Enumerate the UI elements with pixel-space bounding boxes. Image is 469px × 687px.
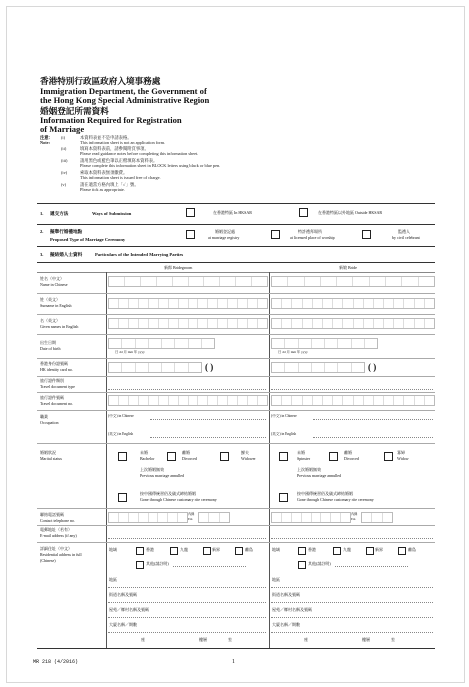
ceremony-worship-en: at licensed place of worship: [290, 235, 335, 240]
bride-travel-doc-no-field[interactable]: [271, 395, 435, 406]
bride-travel-doc-type-line[interactable]: [271, 389, 433, 390]
bride-name-zh-field[interactable]: [271, 276, 435, 287]
bride-given-names-field[interactable]: [271, 318, 435, 329]
groom-hkid-check-digit: ( ): [205, 362, 214, 372]
groom-widower-zh: 鰥夫: [241, 450, 249, 455]
address-label-en: Residential address in full: [40, 552, 82, 557]
divider: [37, 443, 435, 444]
groom-email-line[interactable]: [108, 538, 266, 539]
groom-street-line[interactable]: [108, 602, 266, 603]
surname-label-en: Surname in English: [40, 303, 72, 308]
hkid-label-en: HK identity card no.: [40, 367, 73, 372]
groom-occupation-en-line[interactable]: [150, 437, 266, 438]
note-en: Please complete this information sheet in BLOCK letters using black or blue pen.: [80, 163, 221, 168]
subtitle-en-1: Information Required for Registration: [40, 115, 182, 125]
groom-nt-checkbox[interactable]: [203, 547, 211, 555]
groom-divorced-zh: 離婚: [182, 450, 190, 455]
section-2-title-zh: 擬舉行婚禮地點: [50, 229, 83, 234]
occupation-label: 職業: [40, 414, 48, 419]
divider: [37, 358, 435, 359]
groom-hkid-field[interactable]: [108, 362, 202, 373]
note-mark: (iv): [61, 170, 68, 175]
ceremony-registry-zh: 婚姻登記處: [215, 229, 235, 234]
bride-others-line[interactable]: [335, 566, 408, 567]
dob-label-en: Date of birth: [40, 346, 61, 351]
divider: [37, 525, 435, 526]
divider: [37, 314, 435, 315]
divider: [37, 542, 435, 543]
name-zh-label-en: Name in Chinese: [40, 282, 68, 287]
bride-building-line[interactable]: [271, 632, 433, 633]
title-zh: 香港特別行政區政府入境事務處: [40, 76, 161, 86]
groom-bachelor-zh: 未婚: [140, 450, 148, 455]
email-label-en: E-mail address (if any): [40, 533, 77, 538]
bride-dob-field[interactable]: [271, 338, 378, 349]
given-names-label-en: Given names in English: [40, 324, 79, 329]
note-en: Please read guidance notes before completing this information sheet.: [80, 151, 199, 156]
bride-floor-label: 樓層: [362, 637, 370, 642]
tel-label-en: Contact telephone no.: [40, 518, 75, 523]
divider: [37, 272, 435, 273]
bride-nt-checkbox[interactable]: [366, 547, 374, 555]
ceremony-celebrant-en: by civil celebrant: [392, 235, 420, 240]
groom-bachelor-checkbox[interactable]: [118, 452, 127, 461]
groom-street-label: 街道名稱及號碼: [109, 592, 137, 597]
groom-customary-checkbox[interactable]: [118, 493, 127, 502]
bride-estate-label: 屋苑／鄉村名稱及號碼: [272, 607, 312, 612]
bride-divorced-checkbox[interactable]: [329, 452, 338, 461]
bride-dob-hint: 日 dd 月 mm 年 yyyy: [278, 350, 308, 354]
bride-annulled-zh: 上次婚姻無效: [297, 467, 321, 472]
bride-nt-label: 新界: [375, 547, 383, 552]
note-label-en: Note:: [40, 140, 51, 145]
groom-customary-zh: 按中國傳統習俗及儀式締結婚姻: [140, 491, 196, 496]
bride-customary-checkbox[interactable]: [279, 493, 288, 502]
note-mark: (iii): [61, 158, 68, 163]
travel-doc-no-label-en: Travel document no.: [40, 401, 74, 406]
bride-email-line[interactable]: [271, 538, 433, 539]
bride-customary-en: Gone through Chinese customary rite ceremony: [297, 497, 374, 502]
note-mark: (v): [61, 182, 67, 187]
groom-widower-checkbox[interactable]: [220, 452, 229, 461]
bride-hk-label: 香港: [308, 547, 316, 552]
bride-surname-field[interactable]: [271, 298, 435, 309]
section-1-num: 1.: [40, 211, 44, 216]
note-mark: (i): [61, 135, 66, 140]
bride-occupation-zh-label: (中文) in Chinese: [271, 414, 297, 418]
occupation-label-en: Occupation: [40, 420, 59, 425]
divider: [37, 648, 435, 649]
bride-spinster-checkbox[interactable]: [279, 452, 288, 461]
groom-travel-doc-type-line[interactable]: [108, 389, 266, 390]
bride-hk-checkbox[interactable]: [298, 547, 306, 555]
surname-label: 姓（英文）: [40, 297, 60, 302]
divider: [37, 262, 435, 263]
bride-ext-en: Ext.: [351, 517, 357, 521]
bride-occupation-en-line[interactable]: [313, 437, 433, 438]
groom-surname-field[interactable]: [108, 298, 268, 309]
note-mark: (ii): [61, 146, 67, 151]
groom-others-label: 其他(請註明): [146, 561, 169, 566]
bride-district-line[interactable]: [271, 587, 433, 588]
groom-district-label: 地區: [109, 577, 117, 582]
groom-others-line[interactable]: [173, 566, 246, 567]
section-3-num: 3.: [40, 252, 44, 257]
divider: [37, 293, 435, 294]
bride-block-label: 座: [304, 637, 308, 642]
divider: [37, 392, 435, 393]
bride-building-label: 大廈名稱／期數: [272, 622, 300, 627]
bride-tel-field[interactable]: [271, 512, 351, 523]
groom-ext-field[interactable]: [198, 512, 230, 523]
ceremony-celebrant-checkbox[interactable]: [362, 230, 371, 239]
ceremony-registry-checkbox[interactable]: [186, 230, 195, 239]
bride-islands-label: 離島: [408, 547, 416, 552]
groom-estate-label: 屋苑／鄉村名稱及號碼: [109, 607, 149, 612]
divider: [37, 334, 435, 335]
note-zh: 索取本資料表無須繳費。: [80, 170, 128, 175]
bride-widow-zh: 寡婦: [397, 450, 405, 455]
bride-ext-zh: 內線: [351, 512, 358, 516]
bride-region-label: 地域: [272, 547, 280, 552]
groom-ext-zh: 內線: [188, 512, 195, 516]
page-number: 1: [232, 659, 235, 665]
column-separator: [106, 272, 107, 648]
bride-hkid-check-digit: ( ): [368, 362, 377, 372]
bride-street-line[interactable]: [271, 602, 433, 603]
ceremony-registry-en: at marriage registry: [208, 235, 240, 240]
bride-district-label: 地區: [272, 577, 280, 582]
bride-divorced-en: Divorced: [344, 456, 359, 461]
bride-divorced-zh: 離婚: [344, 450, 352, 455]
groom-islands-label: 離島: [245, 547, 253, 552]
groom-floor-label: 樓層: [199, 637, 207, 642]
note-zh: 請用黑色或藍色筆以正楷填寫本資料表。: [80, 158, 158, 163]
note-zh: 填寫本資料表前，請參閱附頁事項。: [80, 146, 149, 151]
divider: [37, 224, 435, 225]
groom-building-line[interactable]: [108, 632, 266, 633]
bride-kln-label: 九龍: [343, 547, 351, 552]
bride-spinster-zh: 未婚: [297, 450, 305, 455]
groom-widower-en: Widower: [241, 456, 256, 461]
groom-occupation-zh-label: (中文) in Chinese: [108, 414, 134, 418]
divider: [37, 246, 435, 247]
divider: [37, 376, 435, 377]
travel-doc-no-label: 旅行證件號碼: [40, 395, 64, 400]
groom-dob-hint: 日 dd 月 mm 年 yyyy: [115, 350, 145, 354]
divider: [37, 203, 435, 204]
bride-occupation-zh-line[interactable]: [313, 419, 433, 420]
marital-status-label-en: Marital status: [40, 456, 62, 461]
dob-label: 出生日期: [40, 340, 56, 345]
groom-divorced-checkbox[interactable]: [167, 452, 176, 461]
section-1-title-zh: 遞交方法: [50, 211, 69, 216]
note-label-zh: 注意：: [40, 135, 53, 140]
section-2-num: 2.: [40, 229, 44, 234]
bride-kln-checkbox[interactable]: [333, 547, 341, 555]
note-en: Please tick as appropriate.: [80, 187, 125, 192]
groom-islands-checkbox[interactable]: [235, 547, 243, 555]
bride-street-label: 街道名稱及號碼: [272, 592, 300, 597]
section-3-title-zh: 擬結婚人士資料: [50, 252, 83, 257]
divider: [37, 410, 435, 411]
bride-flat-label: 室: [391, 637, 395, 642]
groom-dob-field[interactable]: [108, 338, 215, 349]
note-en: This information sheet is issued free of charge.: [80, 175, 161, 180]
groom-hk-checkbox[interactable]: [136, 547, 144, 555]
groom-others-checkbox[interactable]: [136, 561, 144, 569]
groom-occupation-zh-line[interactable]: [150, 419, 266, 420]
note-zh: 本資料表並不是申請表格。: [80, 135, 132, 140]
groom-name-zh-field[interactable]: [108, 276, 268, 287]
section-1-title-en: Ways of Submission: [92, 211, 132, 216]
groom-ext-en: Ext.: [188, 517, 194, 521]
ceremony-worship-checkbox[interactable]: [271, 230, 280, 239]
groom-hk-label: 香港: [146, 547, 154, 552]
bride-header: 新娘 Bride: [339, 265, 357, 270]
email-label: 電郵地址（若有）: [40, 527, 72, 532]
bride-others-label: 其他(請註明): [308, 561, 331, 566]
groom-bachelor-en: Bachelor: [140, 456, 155, 461]
note-en: This information sheet is not an application form.: [80, 140, 166, 145]
travel-doc-type-label: 旅行證件類別: [40, 378, 64, 383]
groom-nt-label: 新界: [212, 547, 220, 552]
groom-occupation-en-label: (英文) in English: [108, 432, 134, 436]
bride-hkid-field[interactable]: [271, 362, 365, 373]
tel-label: 聯絡電話號碼: [40, 512, 64, 517]
groom-region-label: 地域: [109, 547, 117, 552]
subtitle-zh: 婚姻登記所需資料: [40, 106, 109, 116]
bride-others-checkbox[interactable]: [298, 561, 306, 569]
groom-header: 新郎 Bridegroom: [164, 265, 193, 270]
ceremony-celebrant-zh: 監禮人: [398, 229, 410, 234]
column-separator: [269, 272, 270, 648]
title-en-2: the Hong Kong Special Administrative Region: [40, 95, 210, 105]
travel-doc-type-label-en: Travel document type: [40, 384, 75, 389]
hkid-label: 香港身份證號碼: [40, 361, 68, 366]
bride-islands-checkbox[interactable]: [398, 547, 406, 555]
ceremony-worship-zh: 特許禮拜場所: [298, 229, 322, 234]
note-zh: 請在適當方格內填上「✓」號。: [80, 182, 139, 187]
groom-district-line[interactable]: [108, 587, 266, 588]
subtitle-en-2: of Marriage: [40, 124, 85, 134]
bride-widow-en: Widow: [397, 456, 409, 461]
name-zh-label: 姓名（中文）: [40, 276, 64, 281]
bride-spinster-en: Spinster: [297, 456, 311, 461]
submission-hksar-checkbox[interactable]: [186, 208, 195, 217]
submission-outside-checkbox[interactable]: [299, 208, 308, 217]
given-names-label: 名（英文）: [40, 318, 60, 323]
groom-tel-field[interactable]: [108, 512, 188, 523]
address-label-en-2: (Chinese): [40, 558, 56, 563]
groom-kln-label: 九龍: [180, 547, 188, 552]
title-en-1: Immigration Department, the Government of: [40, 86, 207, 96]
bride-estate-line[interactable]: [271, 617, 433, 618]
groom-flat-label: 室: [228, 637, 232, 642]
section-2-title-en: Proposed Type of Marriage Ceremony: [50, 237, 126, 242]
groom-annulled-en: Previous marriage annulled: [140, 473, 184, 478]
divider: [37, 508, 435, 509]
address-label: 詳細住址（中文）: [40, 546, 72, 551]
bride-occupation-en-label: (英文) in English: [271, 432, 297, 436]
groom-divorced-en: Divorced: [182, 456, 197, 461]
form-number: MR 218 (4/2016): [33, 659, 79, 665]
groom-block-label: 座: [141, 637, 145, 642]
groom-building-label: 大廈名稱／期數: [109, 622, 137, 627]
submission-outside-label: 在香港特區以外地區 Outside HKSAR: [318, 210, 383, 215]
groom-travel-doc-no-field[interactable]: [108, 395, 268, 406]
submission-hksar-label: 在香港特區 In HKSAR: [213, 210, 252, 215]
groom-kln-checkbox[interactable]: [170, 547, 178, 555]
groom-estate-line[interactable]: [108, 617, 266, 618]
bride-ext-field[interactable]: [361, 512, 393, 523]
bride-customary-zh: 按中國傳統習俗及儀式締結婚姻: [297, 491, 353, 496]
marital-status-label: 婚姻狀況: [40, 450, 56, 455]
groom-annulled-zh: 上次婚姻無效: [140, 467, 164, 472]
groom-given-names-field[interactable]: [108, 318, 268, 329]
section-3-title-en: Particulars of the Intended Marrying Parties: [95, 252, 184, 257]
bride-widow-checkbox[interactable]: [384, 452, 393, 461]
bride-annulled-en: Previous marriage annulled: [297, 473, 341, 478]
groom-customary-en: Gone through Chinese customary rite ceremony: [140, 497, 217, 502]
